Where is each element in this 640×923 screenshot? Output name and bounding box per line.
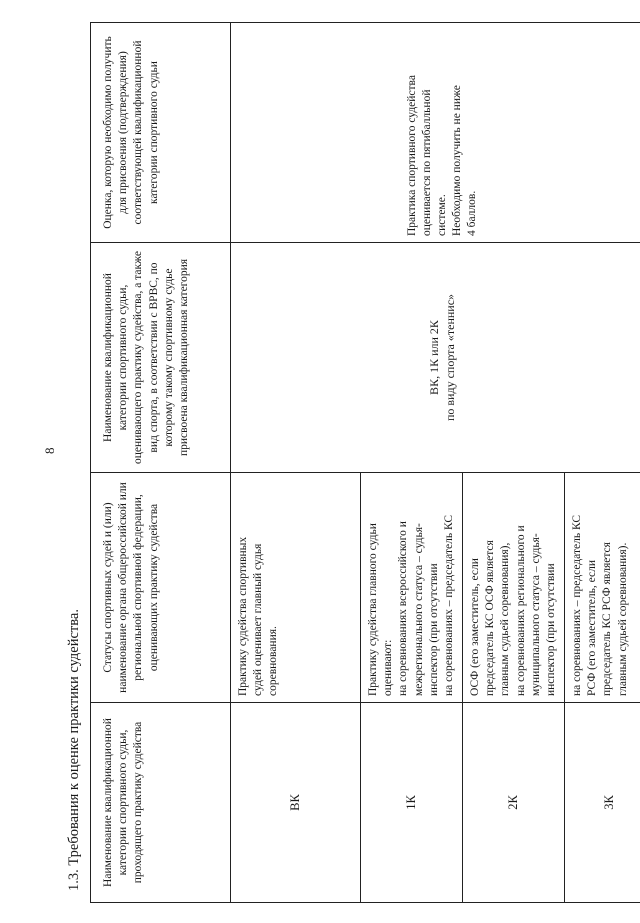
status-line: межрегионального статуса – судья-	[412, 523, 425, 696]
evaluation-line: оценивается по пятибалльной	[420, 89, 433, 236]
status-cell	[231, 473, 361, 703]
status-line: главным судьей соревнования).	[616, 542, 629, 696]
category-cell: 2К	[463, 703, 565, 903]
status-line: муниципального статуса – судья-	[529, 533, 542, 696]
status-line: на соревнованиях регионального и	[514, 525, 527, 696]
status-line: инспектор (при отсутствии	[427, 563, 440, 696]
judge-category-cell	[231, 243, 640, 473]
header-evaluator-status: Статусы спортивных судей и (или) наименование органа общероссийской или региональной спортивной федерации, оценивающих практику судейства	[91, 473, 231, 703]
status-line: Практику судейства спортивных	[237, 536, 249, 696]
header-evaluator-category: Наименование квалификационной категории спортивного судьи, оценивающего практику судейства, а также вид спорта, в соответствии с ВРВС, по которому такому спортивному судье присвоена квалификационная категория	[91, 243, 231, 473]
status-line: главным судьей соревнования),	[499, 542, 512, 696]
status-line: оценивают:	[382, 639, 395, 696]
status-cell	[565, 473, 640, 703]
evaluation-line: системе.	[435, 194, 448, 236]
requirements-table	[90, 22, 640, 903]
page-number: 8	[42, 447, 57, 454]
status-line: председатель КС РСФ является	[601, 542, 614, 696]
status-line: на соревнованиях – председатель КС	[442, 514, 455, 696]
status-line: ОСФ (его заместитель, если	[469, 558, 482, 696]
category-cell: ВК	[231, 703, 361, 903]
status-line: на соревнованиях – председатель КС	[571, 514, 584, 696]
judge-category-line: ВК, 1К или 2К	[426, 320, 441, 395]
evaluation-line: 4 баллов.	[466, 190, 479, 236]
status-cell	[463, 473, 565, 703]
header-category-in-practice: Наименование квалификационной категории спортивного судьи, проходящего практику судейства	[91, 703, 231, 903]
status-line: инспектор (при отсутствии	[544, 563, 557, 696]
status-cell	[361, 473, 463, 703]
table-header-row	[91, 23, 231, 903]
evaluation-line: Практика спортивного судейства	[405, 75, 418, 236]
table-row	[231, 23, 361, 903]
status-line: РСФ (его заместитель, если	[586, 559, 599, 696]
status-line: на соревнованиях всероссийского и	[397, 521, 410, 696]
judge-category-line: по виду спорта «теннис»	[442, 293, 457, 422]
status-line: соревнования.	[267, 626, 280, 696]
status-line: судей оценивает главный судья	[252, 543, 265, 696]
evaluation-cell	[231, 23, 640, 243]
category-cell: 3К	[565, 703, 640, 903]
header-required-score: Оценка, которую необходимо получить для присвоения (подтверждения) соответствующей квалификационной категории спортивного судьи	[91, 23, 231, 243]
evaluation-line: Необходимо получить не ниже	[451, 85, 464, 236]
status-line: Практику судейства главного судьи	[367, 523, 379, 696]
section-title: 1.3. Требования к оценке практики судейства.	[66, 609, 82, 891]
category-cell: 1К	[361, 703, 463, 903]
status-line: председатель КС ОСФ является	[484, 540, 497, 696]
